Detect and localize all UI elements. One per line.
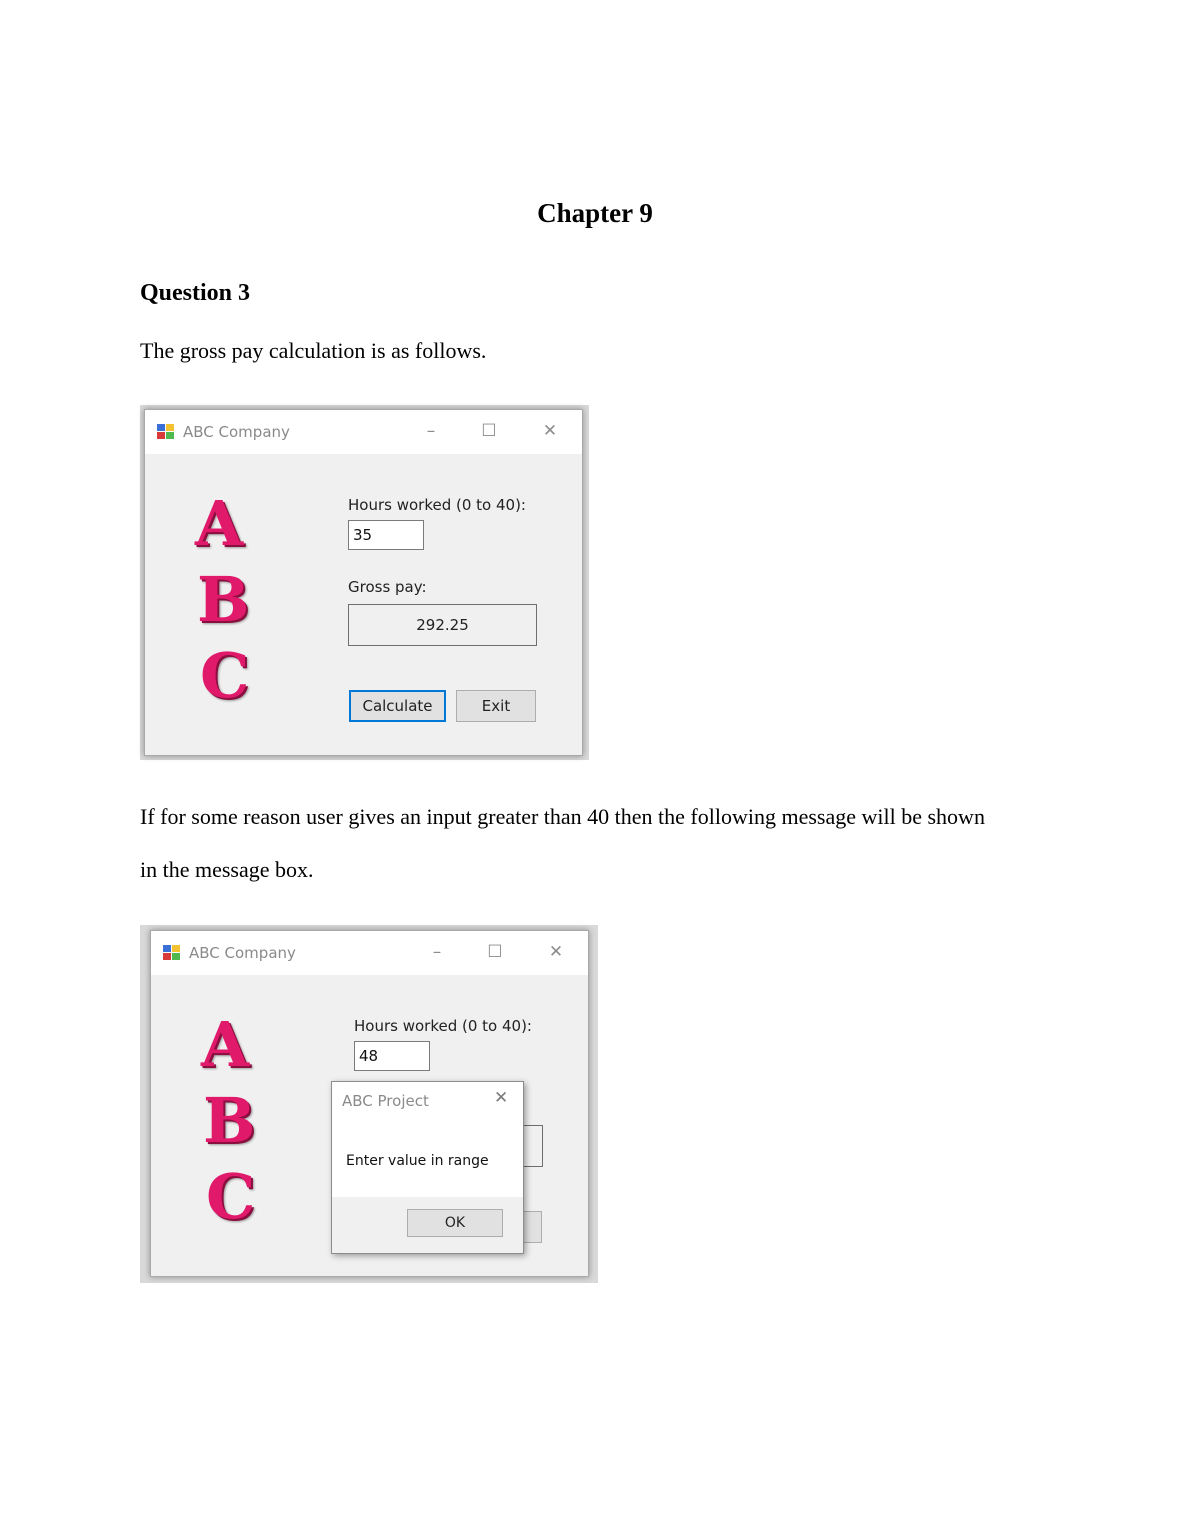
gross-pay-label: Gross pay: bbox=[348, 578, 427, 596]
app-icon bbox=[163, 945, 181, 961]
screenshot-2 bbox=[140, 925, 598, 1283]
logo-letter-b: B bbox=[203, 1084, 256, 1157]
app-icon bbox=[157, 424, 175, 440]
question-heading: Question 3 bbox=[140, 280, 251, 306]
message-box-footer bbox=[332, 1197, 523, 1253]
logo-letter-a: A bbox=[201, 1008, 250, 1081]
gross-pay-output: 292.25 bbox=[348, 604, 537, 646]
hours-input[interactable]: 48 bbox=[354, 1041, 430, 1071]
minimize-icon[interactable]: – bbox=[426, 421, 436, 441]
title-bar bbox=[145, 410, 582, 454]
explanation-line-1: If for some reason user gives an input greater than 40 then the following message will be shown bbox=[140, 804, 985, 829]
logo-letter-b: B bbox=[197, 563, 250, 636]
hours-input[interactable]: 35 bbox=[348, 520, 424, 550]
window-title: ABC Company bbox=[189, 944, 296, 962]
title-bar bbox=[151, 931, 588, 975]
logo-letter-c: C bbox=[200, 639, 250, 712]
screenshot-1 bbox=[140, 405, 589, 760]
abc-company-window bbox=[150, 930, 589, 1277]
calculate-button[interactable]: Calculate bbox=[349, 690, 446, 722]
explanation-line-2: in the message box. bbox=[140, 857, 314, 882]
message-box-title: ABC Project bbox=[342, 1092, 429, 1110]
close-icon[interactable]: ✕ bbox=[542, 421, 558, 441]
chapter-title: Chapter 9 bbox=[537, 198, 653, 228]
message-text: Enter value in range bbox=[346, 1153, 489, 1169]
close-icon[interactable]: ✕ bbox=[548, 942, 564, 962]
logo-letter-a: A bbox=[195, 487, 244, 560]
hours-label: Hours worked (0 to 40): bbox=[348, 496, 526, 514]
abc-company-window bbox=[144, 409, 583, 756]
ok-button[interactable]: OK bbox=[407, 1209, 503, 1237]
intro-paragraph: The gross pay calculation is as follows. bbox=[140, 338, 487, 363]
maximize-icon[interactable]: ☐ bbox=[481, 421, 497, 441]
message-box bbox=[331, 1081, 524, 1254]
close-icon[interactable]: ✕ bbox=[494, 1088, 509, 1108]
maximize-icon[interactable]: ☐ bbox=[487, 942, 503, 962]
exit-button[interactable]: Exit bbox=[456, 690, 536, 722]
logo-letter-c: C bbox=[206, 1160, 256, 1233]
minimize-icon[interactable]: – bbox=[432, 942, 442, 962]
window-title: ABC Company bbox=[183, 423, 290, 441]
hours-label: Hours worked (0 to 40): bbox=[354, 1017, 532, 1035]
